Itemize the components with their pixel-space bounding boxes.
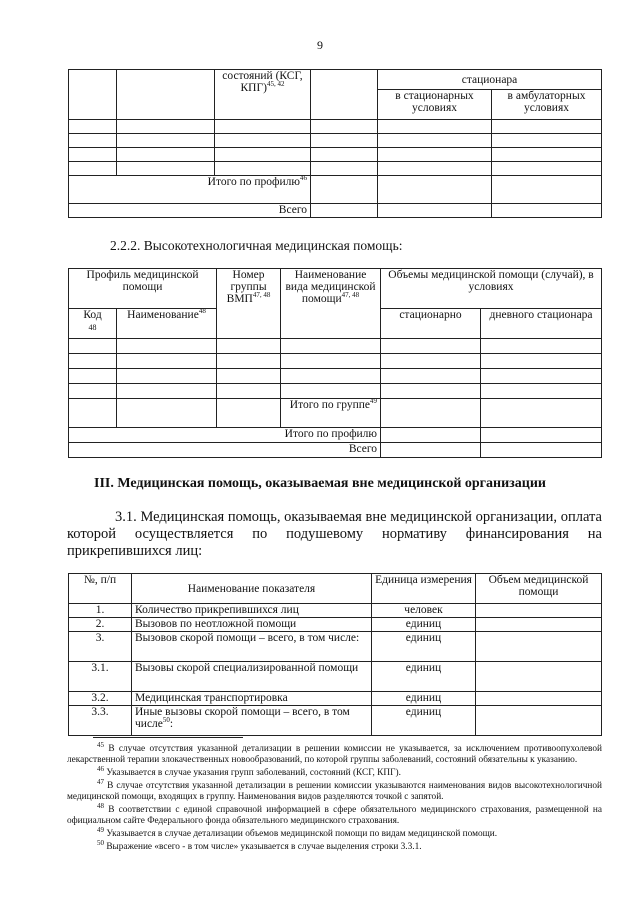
row-name: Количество прикрепившихся лиц <box>132 604 372 618</box>
kpg-header-cell: состояний (КСГ, КПГ)$^{45, 42}$ <box>215 70 311 120</box>
row-num: 3.3. <box>69 706 132 736</box>
row-unit: единиц <box>372 632 476 662</box>
section-iii-title: III. Медицинская помощь, оказываемая вне медицинской организации <box>94 476 546 491</box>
table-row <box>69 706 602 736</box>
footnote-separator <box>93 737 243 738</box>
footnote-48: $^{48}$ В соответствии с единой справочной информацией в сфере обязательного медицинского страхования, размещенной на официальном сайте Федерального фонда обязательного медицинского страхования. <box>67 801 602 827</box>
table-row <box>69 369 602 384</box>
paragraph-3-1 <box>67 509 602 560</box>
table-row <box>69 662 602 692</box>
row-volume <box>476 618 602 632</box>
table-row <box>69 618 602 632</box>
total-group-label: Итого по группе$^{49}$ <box>281 399 381 428</box>
name-header: Наименование$^{48}$ <box>117 309 217 339</box>
row-volume <box>476 706 602 736</box>
row-num: 3. <box>69 632 132 662</box>
code-header: Код 48 <box>69 309 117 339</box>
row-unit: человек <box>372 604 476 618</box>
total-profile-label: Итого по профилю <box>117 428 381 443</box>
total-profile-label: Итого по профилю$^{46}$ <box>117 176 311 204</box>
top-table <box>68 69 602 218</box>
row-unit: единиц <box>372 618 476 632</box>
indicators-table <box>68 573 602 736</box>
type-name-header: Наименование вида медицинской помощи$^{47, 48}$ <box>281 269 381 339</box>
row-name: Медицинская транспортировка <box>132 692 372 706</box>
table-row <box>69 339 602 354</box>
row-volume <box>476 604 602 618</box>
row-num: 3.2. <box>69 692 132 706</box>
table-row <box>69 162 602 176</box>
volumes-header: Объемы медицинской помощи (случай), в условиях <box>381 269 602 309</box>
in-ambulatory-header: в амбулаторных условиях <box>492 90 602 120</box>
row-name: Вызовов скорой помощи – всего, в том числе: <box>132 632 372 662</box>
volume-header: Объем медицинской помощи <box>476 574 602 604</box>
table-row <box>69 632 602 662</box>
row-num: 2. <box>69 618 132 632</box>
indicator-name-header: Наименование показателя <box>132 574 372 604</box>
in-stationary-header: в стационарных условиях <box>378 90 492 120</box>
row-name: Иные вызовы скорой помощи – всего, в том числе$^{50}$: <box>132 706 372 736</box>
row-volume <box>476 632 602 662</box>
stationary-header: стационара <box>378 70 602 90</box>
footnotes <box>67 740 603 855</box>
vmp-table <box>68 268 602 458</box>
table-row <box>69 384 602 399</box>
paragraph-text: 3.1. Медицинская помощь, оказываемая вне медицинской организации, оплата которой осуществляется по подушевому нормативу финансирования на прикрепившихся лиц: <box>67 509 602 559</box>
table-row <box>69 148 602 162</box>
group-number-header: Номер группы ВМП$^{47, 48}$ <box>217 269 281 339</box>
row-unit: единиц <box>372 692 476 706</box>
row-unit: единиц <box>372 662 476 692</box>
table-row <box>69 134 602 148</box>
table-row <box>69 354 602 369</box>
row-volume <box>476 662 602 692</box>
row-num: 3.1. <box>69 662 132 692</box>
row-unit: единиц <box>372 706 476 736</box>
num-header: №, п/п <box>69 574 132 604</box>
footnote-46: $^{46}$ Указывается в случае указания групп заболеваний, состояний (КСГ, КПГ). <box>97 765 401 779</box>
row-num: 1. <box>69 604 132 618</box>
day-stationary-header: дневного стационара <box>481 309 602 339</box>
total-label: Всего <box>69 443 381 458</box>
row-volume <box>476 692 602 706</box>
profile-header: Профиль медицинской помощи <box>69 269 217 309</box>
page-number: 9 <box>317 38 323 52</box>
table-row <box>69 604 602 618</box>
row-name: Вызовов по неотложной помощи <box>132 618 372 632</box>
footnote-49: $^{49}$ Указывается в случае детализации объемов медицинской помощи по видам медицинской помощи. <box>97 825 498 840</box>
footnote-47: $^{47}$ В случае отсутствия указанной детализации в решении комиссии указываются наименования видов высокотехнологичной медицинской помощи, входящих в группу. Наименования видов разделяются точкой с запятой. <box>67 777 603 803</box>
table-row <box>69 120 602 134</box>
row-name: Вызовы скорой специализированной помощи <box>132 662 372 692</box>
stationary-header: стационарно <box>381 309 481 339</box>
section-heading-2-2-2: 2.2.2. Высокотехнологичная медицинская помощь: <box>110 238 403 253</box>
table-row <box>69 692 602 706</box>
unit-header: Единица измерения <box>372 574 476 604</box>
footnote-45: $^{45}$ В случае отсутствия указанной детализации в решении комиссии не указывается, за исключением противоопухолевой лекарственной терапии злокачественных новообразований, по которой группы заболеваний, состояний обязательны к указанию. <box>67 740 602 766</box>
total-label: Всего <box>69 204 311 218</box>
footnote-50: $^{50}$ Выражение «всего - в том числе» указывается в случае выделения строки 3.3.1. <box>97 838 422 852</box>
